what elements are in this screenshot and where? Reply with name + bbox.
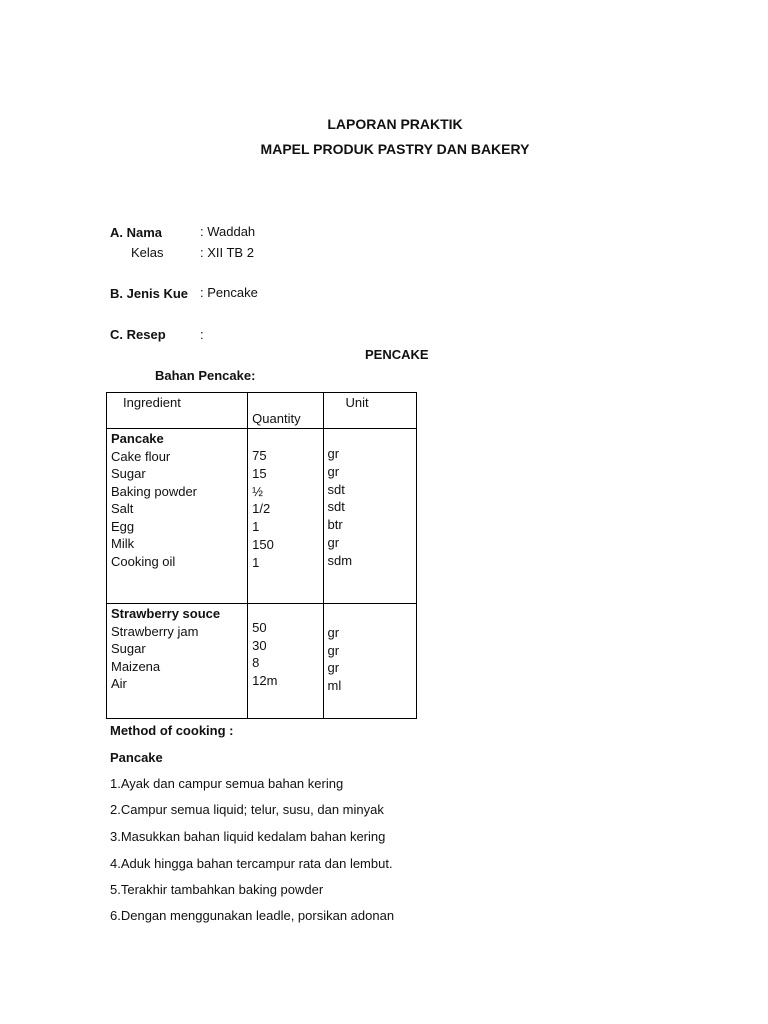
ingredient: Baking powder bbox=[111, 483, 197, 499]
unit: gr bbox=[327, 625, 340, 640]
quantity: 1/2 bbox=[252, 501, 271, 517]
ingredients-heading: Bahan Pencake: bbox=[155, 368, 256, 383]
name-value: : Waddah bbox=[200, 224, 256, 239]
unit: gr bbox=[327, 463, 340, 479]
recipe-colon: : bbox=[200, 327, 204, 342]
quantity: ½ bbox=[252, 483, 263, 499]
table-row bbox=[107, 604, 417, 719]
pancake-units-cell bbox=[323, 429, 417, 604]
ingredient: Cooking oil bbox=[111, 553, 176, 569]
ingredients-table bbox=[106, 392, 417, 719]
quantity: 50 bbox=[252, 620, 267, 635]
unit: gr bbox=[327, 642, 340, 658]
report-title: LAPORAN PRAKTIK bbox=[327, 116, 463, 132]
method-step: 5.Terakhir tambahkan baking powder bbox=[110, 882, 324, 897]
quantity: 15 bbox=[252, 465, 267, 481]
class-label: Kelas bbox=[131, 245, 164, 260]
header-ingredient: Ingredient bbox=[107, 393, 248, 429]
table-row bbox=[107, 429, 417, 604]
sauce-ingredients-cell bbox=[107, 604, 248, 719]
method-step: 2.Campur semua liquid; telur, susu, dan minyak bbox=[110, 802, 384, 817]
method-step: 1.Ayak dan campur semua bahan kering bbox=[110, 776, 344, 791]
quantity: 8 bbox=[252, 655, 260, 670]
pancake-quantities-cell bbox=[248, 429, 323, 604]
unit: sdt bbox=[327, 481, 345, 497]
quantity: 1 bbox=[252, 554, 260, 570]
recipe-title: PENCAKE bbox=[365, 347, 429, 362]
unit: sdt bbox=[327, 499, 345, 515]
section-name: Pancake bbox=[111, 431, 164, 446]
quantity: 75 bbox=[252, 448, 267, 463]
unit: ml bbox=[327, 677, 342, 693]
method-step: 3.Masukkan bahan liquid kedalam bahan kering bbox=[110, 829, 386, 844]
recipe-label: C. Resep bbox=[110, 327, 166, 342]
report-subtitle: MAPEL PRODUK PASTRY DAN BAKERY bbox=[260, 141, 530, 157]
ingredient: Air bbox=[111, 676, 127, 691]
cake-type-value: : Pencake bbox=[200, 285, 258, 300]
unit: gr bbox=[327, 446, 340, 461]
sauce-units-cell bbox=[323, 604, 417, 719]
name-label: A. Nama bbox=[110, 225, 163, 240]
ingredient: Sugar bbox=[111, 641, 146, 656]
ingredient: Egg bbox=[111, 518, 135, 534]
header-unit: Unit bbox=[323, 393, 417, 429]
method-subheading: Pancake bbox=[110, 750, 163, 765]
unit: gr bbox=[327, 660, 340, 675]
section-name: Strawberry souce bbox=[111, 606, 221, 621]
class-value: : XII TB 2 bbox=[200, 245, 254, 260]
method-step: 4.Aduk hingga bahan tercampur rata dan lembut. bbox=[110, 856, 393, 871]
ingredient: Maizena bbox=[111, 658, 161, 674]
ingredient: Cake flour bbox=[111, 448, 171, 464]
header-quantity: Quantity bbox=[248, 393, 323, 429]
quantity: 30 bbox=[252, 637, 267, 653]
pancake-ingredients-cell bbox=[107, 429, 248, 604]
method-heading: Method of cooking : bbox=[110, 723, 234, 738]
quantity: 150 bbox=[252, 536, 274, 552]
ingredient: Sugar bbox=[111, 466, 146, 481]
ingredient: Salt bbox=[111, 501, 134, 516]
ingredient: Milk bbox=[111, 536, 135, 551]
quantity: 1 bbox=[252, 519, 260, 535]
quantity: 12m bbox=[252, 672, 278, 688]
ingredient: Strawberry jam bbox=[111, 623, 199, 639]
sauce-quantities-cell bbox=[248, 604, 323, 719]
unit: sdm bbox=[327, 552, 353, 568]
unit: btr bbox=[327, 517, 343, 533]
unit: gr bbox=[327, 534, 340, 550]
cake-type-label: B. Jenis Kue bbox=[110, 286, 189, 301]
method-step: 6.Dengan menggunakan leadle, porsikan adonan bbox=[110, 908, 395, 923]
table-header-row bbox=[107, 393, 417, 429]
